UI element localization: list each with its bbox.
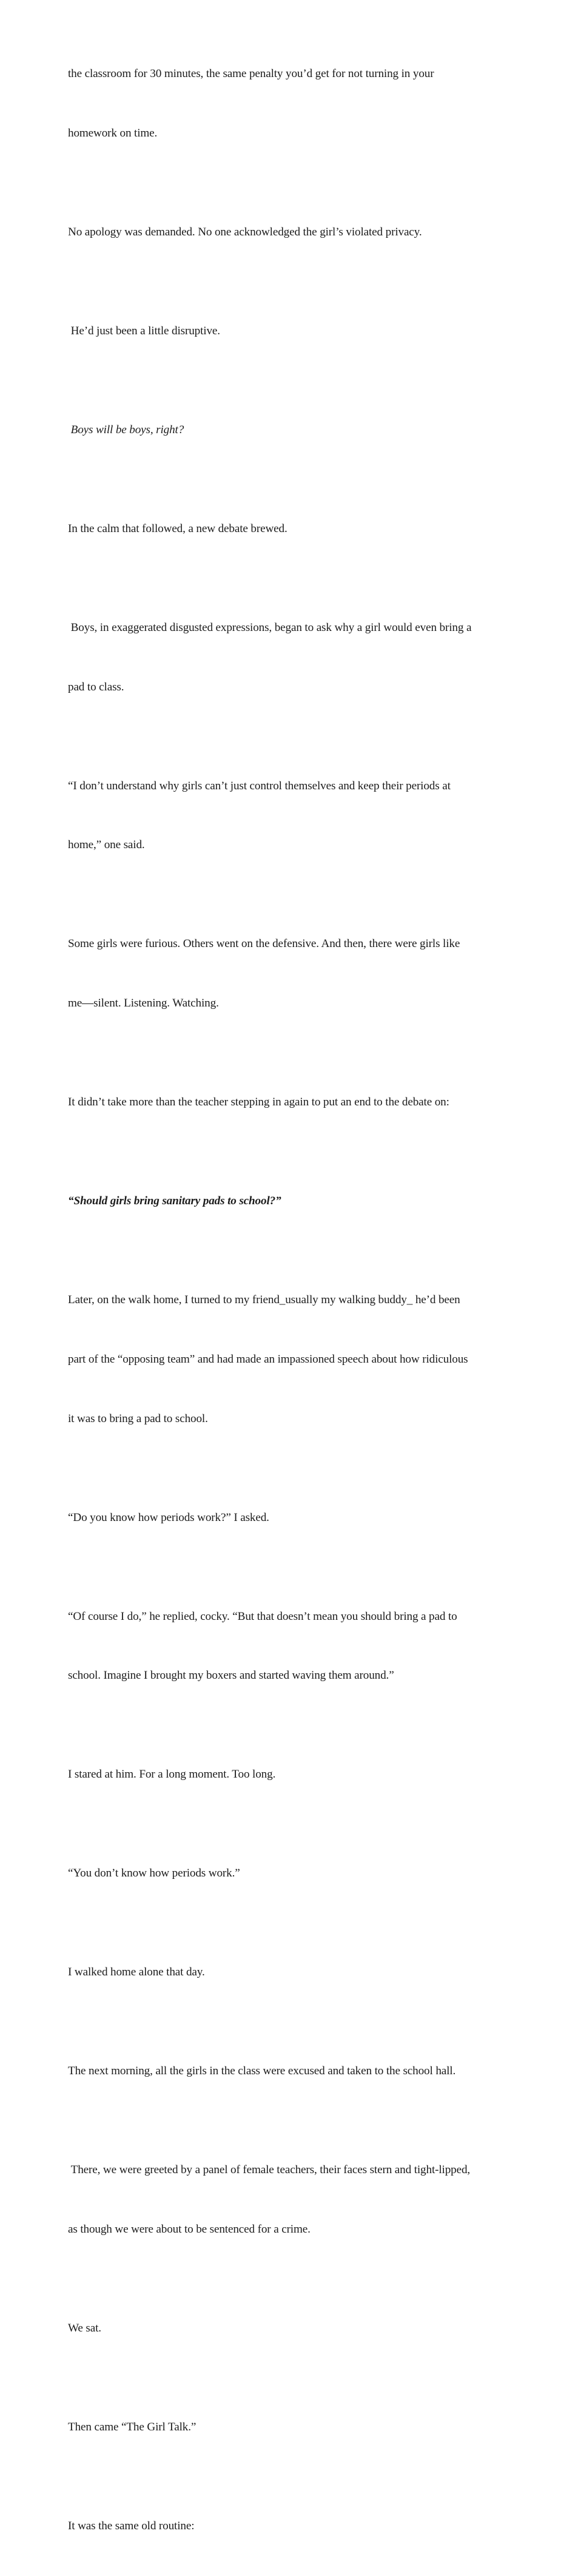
text-line: pad to class. — [68, 680, 124, 693]
text-line: “You don’t know how periods work.” — [68, 1867, 240, 1880]
text-line: It didn’t take more than the teacher stepping in again to put an end to the debate on: — [68, 1096, 449, 1109]
text-line: home,” one said. — [68, 838, 145, 852]
text-line: The next morning, all the girls in the class were excused and taken to the school hall. — [68, 2065, 456, 2078]
text-line: He’d just been a little disruptive. — [68, 324, 220, 337]
text-line: It was the same old routine: — [68, 2519, 195, 2532]
paragraph — [68, 1824, 517, 1923]
paragraph — [68, 737, 517, 895]
paragraph — [68, 25, 517, 183]
paragraph — [68, 1251, 517, 1469]
paragraph — [68, 2378, 517, 2477]
text-line: “I don’t understand why girls can’t just control themselves and keep their periods at — [68, 779, 451, 792]
text-line: Then came “The Girl Talk.” — [68, 2420, 197, 2433]
paragraph — [68, 2477, 517, 2576]
text-line: part of the “opposing team” and had made an impassioned speech about how ridiculous — [68, 1352, 468, 1366]
text-line: as though we were about to be sentenced for a crime. — [68, 2222, 311, 2236]
paragraph — [68, 2279, 517, 2378]
text-line: Boys will be boys, right? — [68, 423, 184, 436]
text-line: it was to bring a pad to school. — [68, 1412, 208, 1425]
text-line: Boys, in exaggerated disgusted expressions, began to ask why a girl would even bring a — [68, 621, 472, 634]
paragraph — [68, 895, 517, 1053]
text-line: “Should girls bring sanitary pads to school?” — [68, 1195, 281, 1208]
paragraph — [68, 1468, 517, 1567]
text-line: homework on time. — [68, 126, 158, 140]
paragraph — [68, 183, 517, 282]
text-line: Later, on the walk home, I turned to my friend_usually my walking buddy_ he’d been — [68, 1293, 460, 1306]
italic-paragraph — [68, 381, 517, 480]
paragraph — [68, 1725, 517, 1824]
paragraph — [68, 579, 517, 737]
text-line: No apology was demanded. No one acknowledged the girl’s violated privacy. — [68, 225, 422, 238]
paragraph — [68, 2022, 517, 2121]
paragraph — [68, 480, 517, 579]
text-line: There, we were greeted by a panel of female teachers, their faces stern and tight-lipped, — [68, 2163, 471, 2177]
paragraph — [68, 1053, 517, 1152]
text-line: In the calm that followed, a new debate brewed. — [68, 522, 287, 535]
text-line: We sat. — [68, 2321, 101, 2335]
bold-italic-paragraph — [68, 1152, 517, 1251]
text-line: I walked home alone that day. — [68, 1966, 205, 1979]
text-line: I stared at him. For a long moment. Too long. — [68, 1768, 276, 1781]
text-line: the classroom for 30 minutes, the same penalty you’d get for not turning in your — [68, 67, 434, 81]
paragraph — [68, 282, 517, 381]
body-text — [68, 25, 517, 2576]
text-line: “Of course I do,” he replied, cocky. “But that doesn’t mean you should bring a pad to — [68, 1610, 457, 1623]
text-line: “Do you know how periods work?” I asked. — [68, 1511, 269, 1524]
text-line: Some girls were furious. Others went on the defensive. And then, there were girls like — [68, 937, 460, 951]
text-line: school. Imagine I brought my boxers and started waving them around.” — [68, 1669, 394, 1682]
text-line: me—silent. Listening. Watching. — [68, 997, 219, 1010]
paragraph — [68, 1567, 517, 1725]
paragraph — [68, 2121, 517, 2279]
paragraph — [68, 1923, 517, 2022]
